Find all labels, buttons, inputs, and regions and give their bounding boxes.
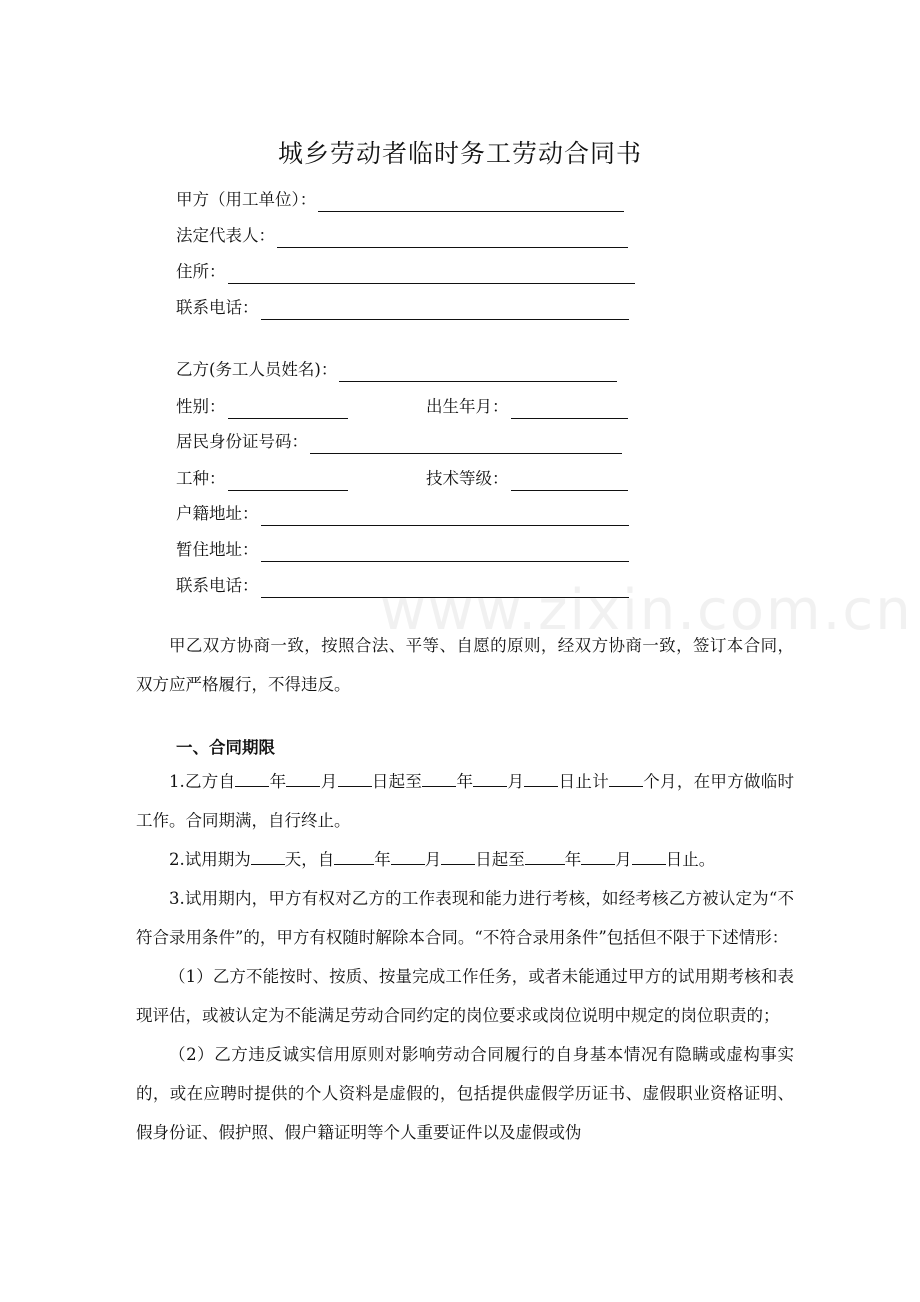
probation-start-month-blank[interactable] — [391, 846, 425, 865]
skill-level-blank[interactable] — [511, 468, 628, 491]
temp-address-field — [176, 532, 629, 562]
section-1-heading: 一、合同期限 — [176, 738, 275, 757]
job-type-blank[interactable] — [228, 468, 348, 491]
condition-case-2: （2）乙方违反诚实信用原则对影响劳动合同履行的自身基本情况有隐瞒或虚构事实的，或在应聘时提供的个人资料是虚假的，包括提供虚假学历证书、虚假职业资格证明、假身份证、假护照、假户籍证明等个人重要证件以及虚假或伪 — [136, 1045, 794, 1142]
household-address-blank[interactable] — [261, 503, 629, 526]
probation-start-year-blank[interactable] — [334, 846, 374, 865]
gender-field — [176, 389, 348, 419]
household-address-field — [176, 496, 629, 526]
probation-end-year-blank[interactable] — [525, 846, 565, 865]
end-month-blank[interactable] — [473, 768, 507, 787]
skill-level-label: 技术等级： — [426, 469, 509, 488]
birth-field — [426, 389, 628, 419]
party-a-phone-field — [176, 290, 629, 320]
term-1-month-label: 月 — [320, 772, 338, 791]
probation-end-year-label: 年 — [564, 850, 582, 869]
probation-text: 2.试用期为 — [169, 850, 251, 869]
probation-month-label: 月 — [424, 850, 442, 869]
party-a-phone-blank[interactable] — [261, 297, 629, 320]
birth-label: 出生年月： — [426, 397, 509, 416]
party-a-phone-label: 联系电话： — [176, 298, 259, 317]
id-number-label: 居民身份证号码： — [176, 432, 308, 451]
employer-blank[interactable] — [318, 189, 624, 212]
probation-days-blank[interactable] — [251, 846, 285, 865]
worker-name-label: 乙方(务工人员姓名)： — [176, 360, 338, 379]
document-title: 城乡劳动者临时务工劳动合同书 — [277, 139, 642, 168]
term-1-year-label: 年 — [269, 772, 287, 791]
temp-address-label: 暂住地址： — [176, 540, 259, 559]
gender-blank[interactable] — [228, 396, 348, 419]
worker-name-field — [176, 352, 617, 382]
address-blank[interactable] — [228, 261, 635, 284]
address-label: 住所： — [176, 262, 226, 281]
worker-name-blank[interactable] — [339, 359, 617, 382]
probation-end-day-label: 日止。 — [665, 850, 716, 869]
term-1-end-month-label: 月 — [507, 772, 525, 791]
probation-days-label: 天，自 — [284, 850, 335, 869]
probation-end-month-label: 月 — [615, 850, 632, 869]
section-1-body — [136, 762, 794, 1152]
household-address-label: 户籍地址： — [176, 504, 259, 523]
start-year-blank[interactable] — [235, 768, 269, 787]
probation-end-day-blank[interactable] — [632, 846, 666, 865]
condition-case-1: （1）乙方不能按时、按质、按量完成工作任务，或者未能通过甲方的试用期考核和表现评估，或被认定为不能满足劳动合同约定的岗位要求或岗位说明中规定的岗位职责的； — [136, 967, 794, 1025]
gender-label: 性别： — [176, 397, 226, 416]
legal-rep-field — [176, 218, 628, 248]
legal-rep-blank[interactable] — [277, 225, 628, 248]
probation-start-day-blank[interactable] — [441, 846, 475, 865]
probation-year-label: 年 — [374, 850, 391, 869]
employer-label: 甲方（用工单位）： — [176, 190, 317, 209]
months-blank[interactable] — [609, 768, 643, 787]
skill-level-field — [426, 461, 628, 491]
temp-address-blank[interactable] — [261, 539, 629, 562]
party-b-phone-blank[interactable] — [261, 575, 629, 598]
job-type-label: 工种： — [176, 469, 226, 488]
term-item-1 — [136, 762, 794, 840]
term-1-day-label: 日起至 — [371, 772, 423, 791]
id-number-blank[interactable] — [310, 431, 622, 454]
legal-rep-label: 法定代表人： — [176, 226, 275, 245]
watermark: www.zixin.com.cn — [380, 578, 913, 643]
end-day-blank[interactable] — [524, 768, 558, 787]
id-number-field — [176, 424, 622, 454]
term-1-text: 1.乙方自 — [169, 772, 236, 791]
end-year-blank[interactable] — [422, 768, 456, 787]
job-type-field — [176, 461, 348, 491]
birth-blank[interactable] — [511, 396, 628, 419]
start-month-blank[interactable] — [286, 768, 320, 787]
party-b-phone-field — [176, 568, 629, 598]
start-day-blank[interactable] — [338, 768, 372, 787]
term-1-end-day-label: 日止计 — [558, 772, 609, 791]
probation-day-label: 日起至 — [475, 850, 525, 869]
address-field — [176, 254, 635, 284]
intro-text: 甲乙双方协商一致，按照合法、平等、自愿的原则，经双方协商一致，签订本合同，双方应严格履行，不得违反。 — [136, 636, 794, 694]
employer-field — [176, 182, 624, 212]
term-1-months-text: 个月，在甲方做临时工作。合同期满，自行终止。 — [136, 772, 795, 830]
intro-paragraph — [136, 626, 794, 704]
party-b-phone-label: 联系电话： — [176, 576, 259, 595]
term-item-3: 3.试用期内，甲方有权对乙方的工作表现和能力进行考核，如经考核乙方被认定为“不符合录用条件”的，甲方有权随时解除本合同。“不符合录用条件”包括但不限于下述情形： — [136, 889, 794, 947]
probation-end-month-blank[interactable] — [581, 846, 615, 865]
term-1-end-year-label: 年 — [456, 772, 474, 791]
term-item-2 — [136, 840, 794, 879]
